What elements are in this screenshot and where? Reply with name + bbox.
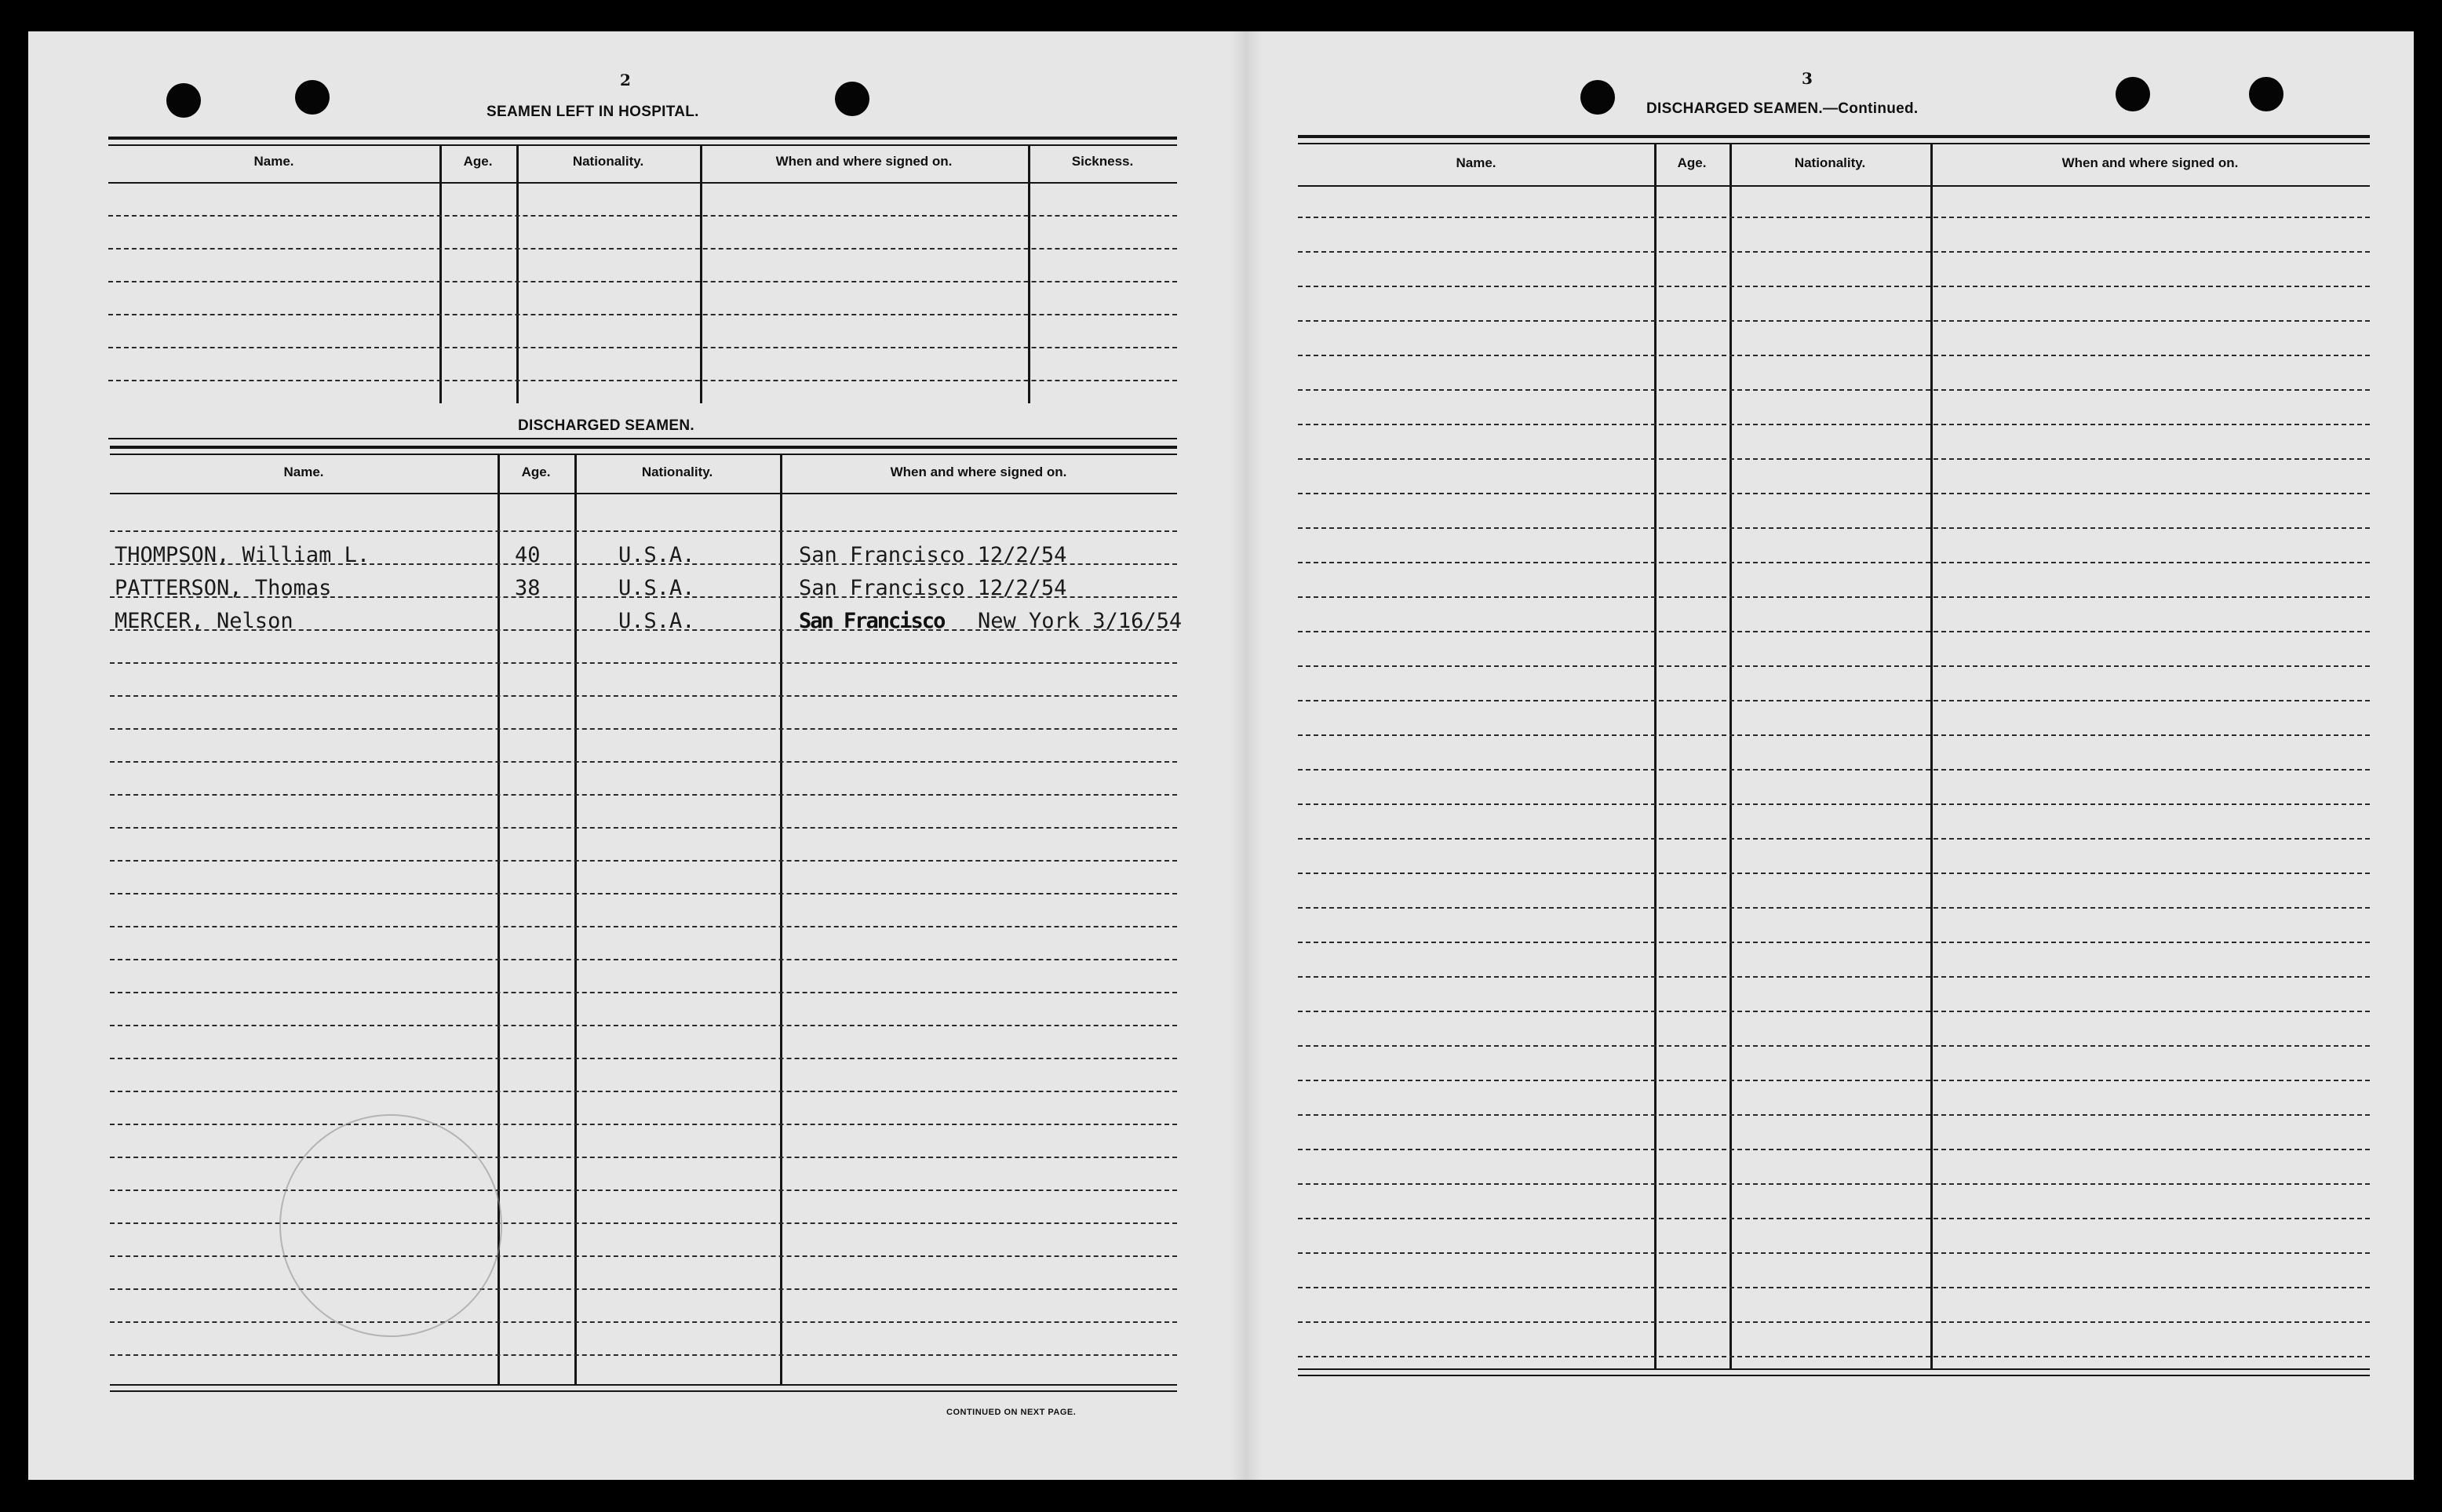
ruled-line bbox=[108, 380, 1177, 381]
ruled-line bbox=[110, 1321, 1177, 1323]
ruled-line bbox=[1298, 1252, 2370, 1254]
hospital-header-name: Name. bbox=[253, 154, 294, 169]
ruled-line bbox=[1298, 1287, 2370, 1288]
seaman-signed-on: San Francisco 12/2/54 bbox=[799, 543, 1067, 567]
discharged-continued-table bbox=[1298, 135, 2370, 1412]
seaman-name: THOMPSON, William L. bbox=[115, 543, 370, 567]
ruled-line bbox=[1298, 1218, 2370, 1219]
seaman-nationality: U.S.A. bbox=[618, 543, 695, 567]
ruled-line bbox=[1298, 976, 2370, 978]
table-row bbox=[110, 609, 1183, 643]
faded-stamp bbox=[279, 1114, 502, 1337]
ruled-line bbox=[110, 959, 1177, 960]
ruled-line bbox=[110, 662, 1177, 664]
ruled-line bbox=[1298, 769, 2370, 771]
ruled-line bbox=[108, 248, 1177, 250]
continued-header-nationality: Nationality. bbox=[1794, 155, 1866, 170]
ruled-line bbox=[1298, 734, 2370, 736]
ruled-line bbox=[1298, 355, 2370, 356]
ruled-line bbox=[108, 347, 1177, 348]
ruled-line bbox=[1298, 389, 2370, 391]
continued-note: CONTINUED ON NEXT PAGE. bbox=[946, 1408, 1077, 1417]
discharged-table bbox=[110, 446, 1183, 1403]
ruled-line bbox=[110, 728, 1177, 730]
right-page bbox=[1262, 31, 2414, 1480]
ruled-line bbox=[1298, 665, 2370, 667]
ruled-line bbox=[1298, 217, 2370, 218]
discharged-header-age: Age. bbox=[521, 465, 551, 479]
ruled-line bbox=[110, 1354, 1177, 1356]
ruled-line bbox=[1298, 251, 2370, 253]
hospital-section-title: SEAMEN LEFT IN HOSPITAL. bbox=[487, 104, 699, 120]
document-sheet bbox=[28, 31, 2414, 1480]
page-number: 3 bbox=[1802, 69, 1813, 88]
ruled-line bbox=[110, 695, 1177, 697]
ruled-line bbox=[1298, 596, 2370, 598]
seaman-age: 38 bbox=[515, 576, 541, 600]
ruled-line bbox=[110, 794, 1177, 796]
ruled-line bbox=[110, 1025, 1177, 1026]
ruled-line bbox=[1298, 1114, 2370, 1116]
ruled-line bbox=[1298, 1080, 2370, 1081]
ruled-line bbox=[110, 1124, 1177, 1125]
ruled-line bbox=[108, 281, 1177, 282]
ruled-line bbox=[1298, 803, 2370, 805]
ruled-line bbox=[1298, 458, 2370, 460]
discharged-header-name: Name. bbox=[283, 465, 324, 479]
ruled-line bbox=[1298, 527, 2370, 529]
ruled-line bbox=[1298, 493, 2370, 494]
page-number: 2 bbox=[620, 71, 631, 89]
ruled-line bbox=[1298, 286, 2370, 287]
hospital-header-sickness: Sickness. bbox=[1071, 154, 1134, 169]
ruled-line bbox=[110, 860, 1177, 862]
ruled-line bbox=[110, 926, 1177, 927]
ruled-line bbox=[110, 563, 1177, 565]
hospital-header-nationality: Nationality. bbox=[572, 154, 644, 169]
seaman-nationality: U.S.A. bbox=[618, 609, 695, 633]
ruled-line bbox=[110, 1058, 1177, 1059]
hospital-header-age: Age. bbox=[463, 154, 493, 169]
ruled-line bbox=[110, 1157, 1177, 1158]
ruled-line bbox=[110, 1222, 1177, 1224]
continued-header-signed-on: When and where signed on. bbox=[2061, 155, 2239, 170]
ruled-line bbox=[108, 215, 1177, 217]
ruled-line bbox=[1298, 942, 2370, 943]
ruled-line bbox=[110, 629, 1177, 631]
continued-header-age: Age. bbox=[1677, 155, 1707, 170]
ruled-line bbox=[1298, 320, 2370, 322]
seaman-name: PATTERSON, Thomas bbox=[115, 576, 332, 600]
ruled-line bbox=[110, 1091, 1177, 1092]
ruled-line bbox=[1298, 562, 2370, 563]
ruled-line bbox=[110, 596, 1177, 598]
ruled-line bbox=[110, 1190, 1177, 1191]
discharged-section-title: DISCHARGED SEAMEN. bbox=[518, 417, 694, 434]
ruled-line bbox=[110, 1288, 1177, 1290]
ruled-line bbox=[110, 893, 1177, 894]
seaman-nationality: U.S.A. bbox=[618, 576, 695, 600]
ruled-line bbox=[110, 761, 1177, 763]
table-row bbox=[110, 543, 1177, 577]
ruled-line bbox=[1298, 1011, 2370, 1012]
page-fold bbox=[1230, 31, 1262, 1480]
ruled-line bbox=[108, 314, 1177, 315]
left-page bbox=[28, 31, 1230, 1480]
seaman-signed-on: San Francisco 12/2/54 bbox=[799, 576, 1067, 600]
struck-out-text: San Francisco bbox=[799, 609, 945, 633]
seaman-signed-on: New York 3/16/54 bbox=[978, 609, 1183, 633]
ruled-line bbox=[1298, 700, 2370, 701]
ruled-line bbox=[1298, 907, 2370, 909]
ruled-line bbox=[1298, 631, 2370, 632]
ruled-line bbox=[1298, 838, 2370, 840]
right-section-title: DISCHARGED SEAMEN.—Continued. bbox=[1646, 100, 1919, 117]
hospital-table bbox=[108, 137, 1177, 438]
ruled-line bbox=[110, 827, 1177, 829]
ruled-line bbox=[110, 992, 1177, 993]
seaman-age: 40 bbox=[515, 543, 541, 567]
ruled-line bbox=[1298, 424, 2370, 425]
discharged-header-nationality: Nationality. bbox=[641, 465, 713, 479]
ruled-line bbox=[110, 530, 1177, 532]
ruled-line bbox=[1298, 873, 2370, 874]
table-row bbox=[110, 576, 1177, 610]
ruled-line bbox=[1298, 1045, 2370, 1047]
ruled-line bbox=[110, 1255, 1177, 1257]
hospital-header-signed-on: When and where signed on. bbox=[775, 154, 953, 169]
ruled-line bbox=[1298, 1356, 2370, 1357]
ruled-line bbox=[1298, 1183, 2370, 1185]
ruled-line bbox=[1298, 1321, 2370, 1323]
continued-header-name: Name. bbox=[1456, 155, 1496, 170]
discharged-header-signed-on: When and where signed on. bbox=[890, 465, 1067, 479]
ruled-line bbox=[1298, 1149, 2370, 1150]
seaman-name: MERCER, Nelson bbox=[115, 609, 293, 633]
